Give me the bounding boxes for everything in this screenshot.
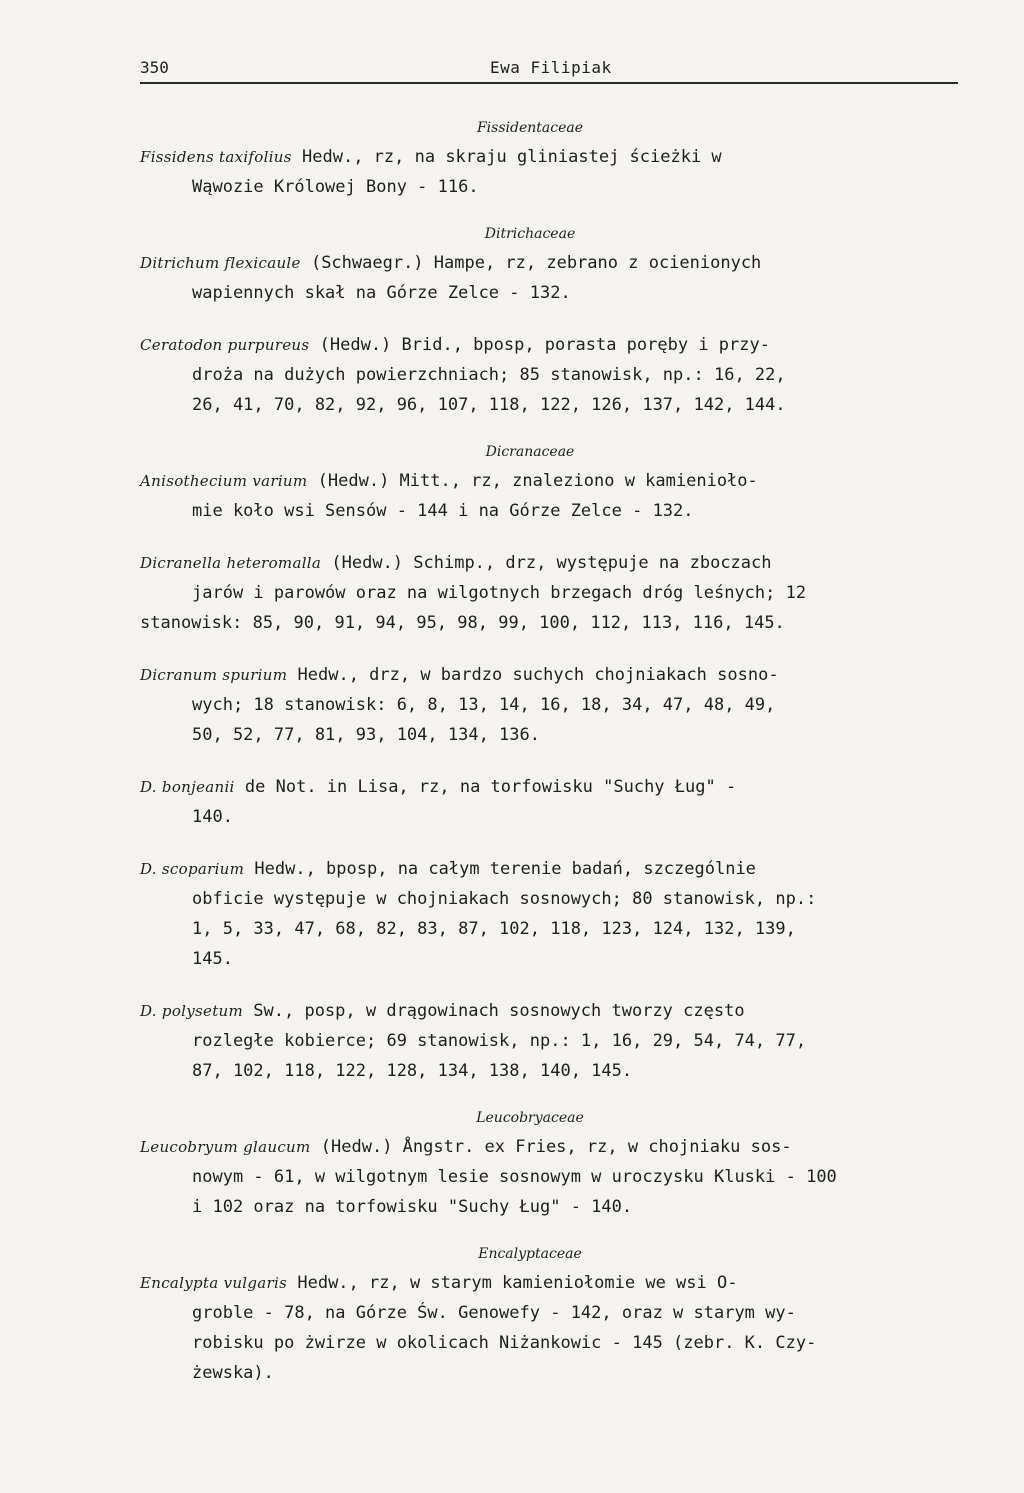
species-name: Ditrichum flexicaule <box>140 254 301 272</box>
header-rule <box>140 82 958 84</box>
entry-text: de Not. in Lisa, rz, na torfowisku "Suchy Ług" - <box>244 777 737 797</box>
species-entry <box>140 1132 960 1222</box>
entry-continuation-line: droża na dużych powierzchniach; 85 stanowisk, np.: 16, 22, <box>192 365 786 385</box>
entry-first-line <box>140 248 960 278</box>
species-entry <box>140 330 960 420</box>
running-head-author: Ewa Filipiak <box>490 58 612 77</box>
family-heading: Ditrichaceae <box>484 226 576 242</box>
entry-continuation-line: rozległe kobierce; 69 stanowisk, np.: 1, 16, 29, 54, 74, 77, <box>192 1031 807 1051</box>
entry-text: Hedw., bposp, na całym terenie badań, szczególnie <box>254 859 756 879</box>
entry-first-line <box>140 466 960 496</box>
entry-text: Hedw., rz, w starym kamieniołomie we wsi O- <box>297 1273 738 1293</box>
entry-continuation-line: 87, 102, 118, 122, 128, 134, 138, 140, 145. <box>192 1061 633 1081</box>
species-entry <box>140 660 960 750</box>
entry-text: (Schwaegr.) Hampe, rz, zebrano z ocienionych <box>310 253 762 273</box>
entry-continuation-line: stanowisk: 85, 90, 91, 94, 95, 98, 99, 100, 112, 113, 116, 145. <box>140 613 785 633</box>
species-name: D. polysetum <box>140 1002 244 1020</box>
entry-continuation-line: Wąwozie Królowej Bony - 116. <box>192 177 479 197</box>
entry-continuation-line: nowym - 61, w wilgotnym lesie sosnowym w uroczysku Kluski - 100 <box>192 1167 837 1187</box>
entry-continuation-line: obficie występuje w chojniakach sosnowych; 80 stanowisk, np.: <box>192 889 817 909</box>
entry-continuation-line: żewska). <box>192 1363 274 1383</box>
species-name: Ceratodon purpureus <box>140 336 310 354</box>
entry-continuation-line: mie koło wsi Sensów - 144 i na Górze Zelce - 132. <box>192 501 694 521</box>
entry-continuation-line: 140. <box>192 807 233 827</box>
entry-first-line <box>140 548 960 578</box>
entry-continuation-line: robisku po żwirze w okolicach Niżankowic - 145 (zebr. K. Czy- <box>192 1333 817 1353</box>
entry-text: (Hedw.) Mitt., rz, znaleziono w kamieniоło- <box>317 471 758 491</box>
entry-first-line <box>140 996 960 1026</box>
entry-continuation-line: 1, 5, 33, 47, 68, 82, 83, 87, 102, 118, 123, 124, 132, 139, <box>192 919 796 939</box>
species-name: D. scoparium <box>140 860 245 878</box>
entry-continuation-line: 145. <box>192 949 233 969</box>
entry-continuation-line: i 102 oraz na torfowisku "Suchy Ług" - 140. <box>192 1197 633 1217</box>
entry-first-line <box>140 854 960 884</box>
entry-first-line <box>140 1268 960 1298</box>
entry-text: (Hedw.) Ångstr. ex Fries, rz, w chojniaku sos- <box>320 1137 792 1157</box>
entry-first-line <box>140 1132 960 1162</box>
entry-continuation-line: groble - 78, na Górze Św. Genowefy - 142, oraz w starym wy- <box>192 1303 796 1323</box>
family-heading: Encalyptaceae <box>478 1246 582 1262</box>
entry-text: (Hedw.) Schimp., drz, występuje na zboczach <box>331 553 772 573</box>
species-entry <box>140 854 960 974</box>
entry-continuation-line: 50, 52, 77, 81, 93, 104, 134, 136. <box>192 725 540 745</box>
species-entry <box>140 248 960 308</box>
species-list <box>140 118 960 1410</box>
entry-continuation-line: 26, 41, 70, 82, 92, 96, 107, 118, 122, 126, 137, 142, 144. <box>192 395 786 415</box>
entry-text: Hedw., rz, na skraju gliniastej ścieżki w <box>302 147 722 167</box>
species-name: Dicranum spurium <box>140 666 288 684</box>
species-entry <box>140 772 960 832</box>
species-name: Leucobryum glaucum <box>140 1138 311 1156</box>
entry-first-line <box>140 772 960 802</box>
species-name: D. bonjeanii <box>140 778 235 796</box>
entry-first-line <box>140 330 960 360</box>
entry-text: (Hedw.) Brid., bposp, porasta poręby i przy- <box>319 335 770 355</box>
species-entry <box>140 996 960 1086</box>
entry-text: Hedw., drz, w bardzo suchych chojniakach sosno- <box>297 665 779 685</box>
entry-first-line <box>140 142 960 172</box>
family-heading: Dicranaceae <box>485 444 575 460</box>
species-entry <box>140 548 960 638</box>
species-name: Fissidens taxifolius <box>140 148 292 166</box>
species-entry <box>140 466 960 526</box>
species-name: Encalypta vulgaris <box>140 1274 288 1292</box>
entry-continuation-line: wych; 18 stanowisk: 6, 8, 13, 14, 16, 18, 34, 47, 48, 49, <box>192 695 776 715</box>
species-name: Dicranella heteromalla <box>140 554 322 572</box>
entry-first-line <box>140 660 960 690</box>
entry-continuation-line: jarów i parowów oraz na wilgotnych brzegach dróg leśnych; 12 <box>192 583 807 603</box>
entry-text: Sw., posp, w drągowinach sosnowych tworzy często <box>253 1001 745 1021</box>
family-heading: Fissidentaceae <box>476 120 584 136</box>
page-number: 350 <box>140 58 169 77</box>
species-name: Anisothecium varium <box>140 472 308 490</box>
family-heading: Leucobryaceae <box>476 1110 584 1126</box>
species-entry <box>140 1268 960 1388</box>
species-entry <box>140 142 960 202</box>
entry-continuation-line: wapiennych skał na Górze Zelce - 132. <box>192 283 571 303</box>
